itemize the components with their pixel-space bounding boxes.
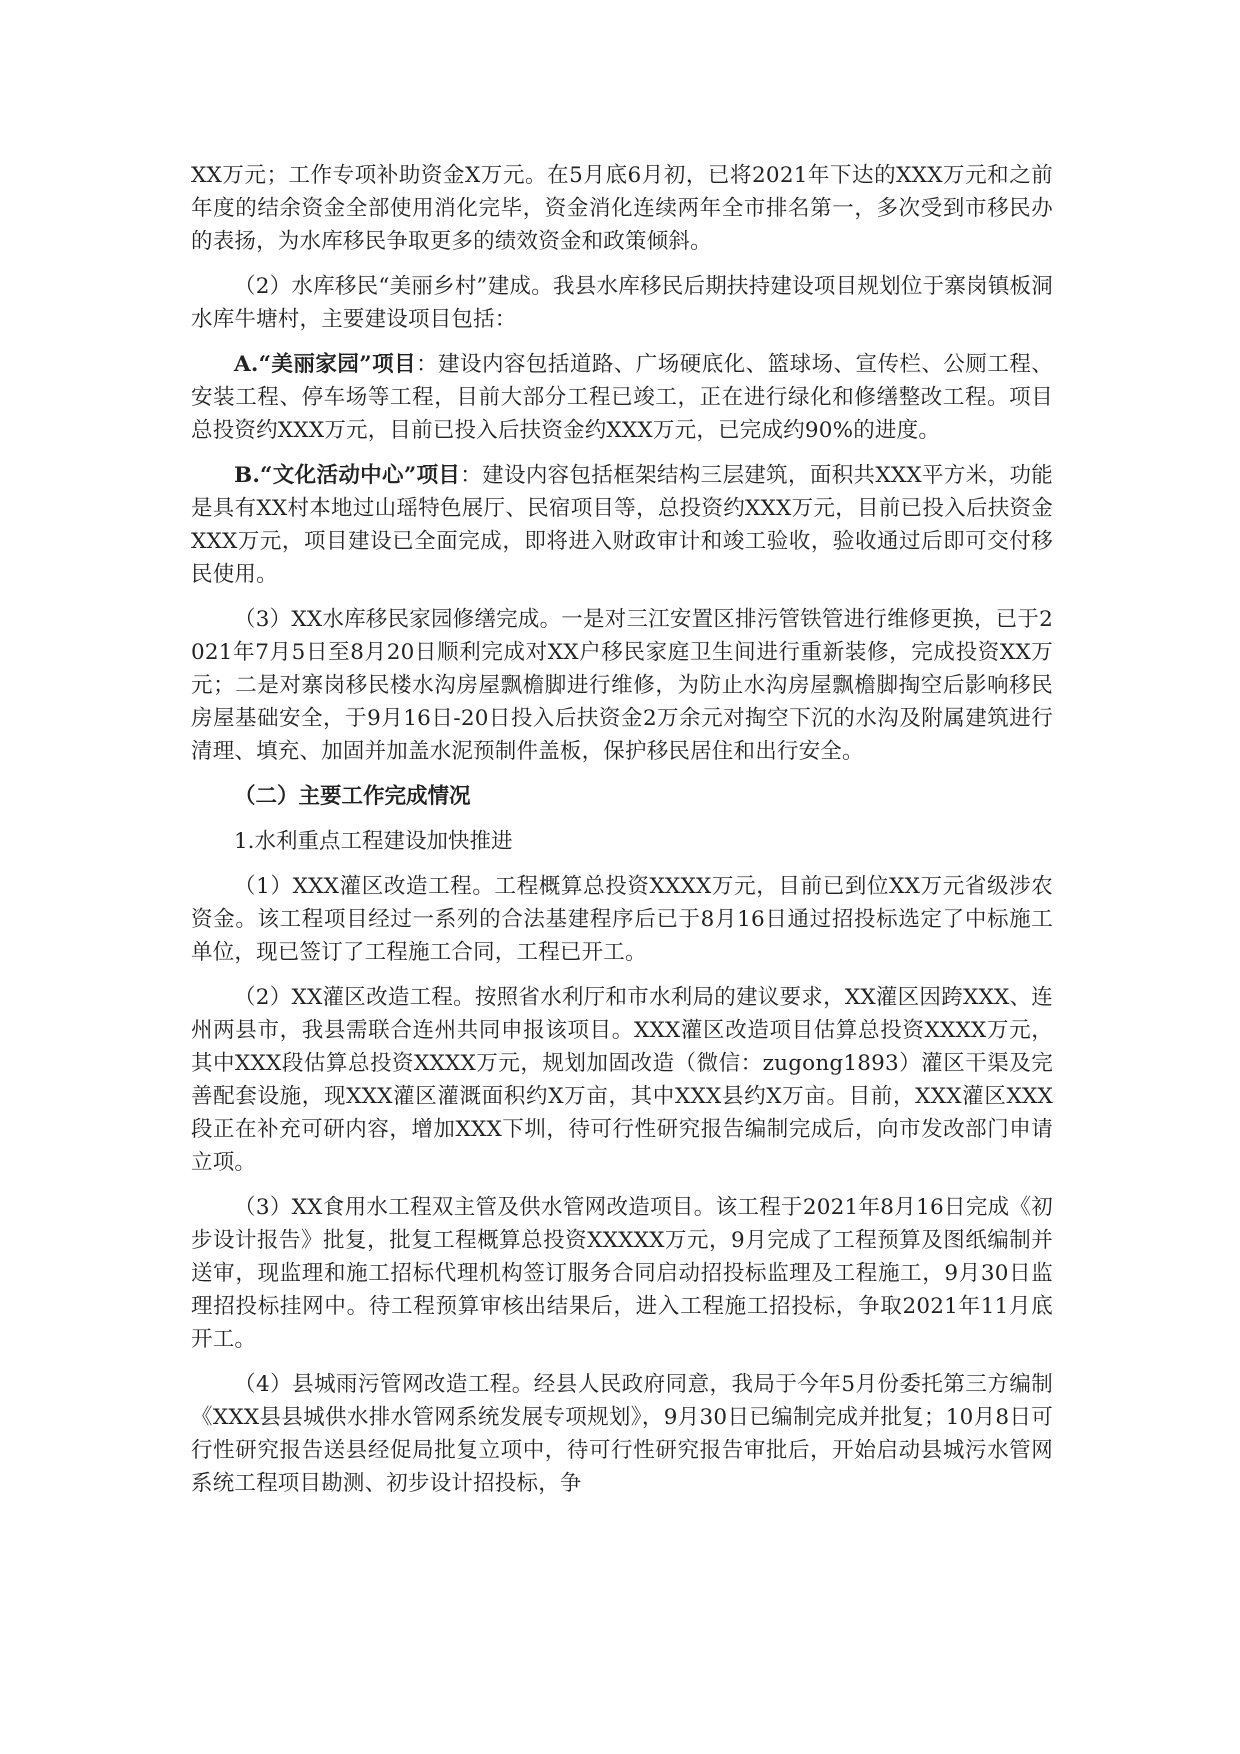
section-heading-main-work: （二）主要工作完成情况	[234, 784, 471, 809]
item-body-culture-center: ：建设内容包括框架结构三层建筑，面积共XXX平方米，功能是具有XX村本地过山瑶特色展厅、民宿项目等，总投资约XXX万元，目前已投入后扶资金XXX万元，项目建设已全面完成，即将进入财政审计和竣工验收，验收通过后即可交付移民使用。	[191, 463, 1053, 587]
paragraph-beautiful-village: （2）水库移民“美丽乡村”建成。我县水库移民后期扶持建设项目规划位于寨岗镇板洞水库牛塘村，主要建设项目包括：	[191, 274, 1053, 332]
paragraph-sewer-network: （4）县城雨污管网改造工程。经县人民政府同意，我局于今年5月份委托第三方编制《XXX县县城供水排水管网系统发展专项规划》，9月30日已编制完成并批复；10月8日可行性研究报告送县经促局批复立项中，待可行性研究报告审批后，开始启动县城污水管网系统工程项目勘测、初步设计招投标，争	[191, 1372, 1053, 1496]
paragraph-irrigation-2: （2）XX灌区改造工程。按照省水利厅和市水利局的建议要求，XX灌区因跨XXX、连州两县市，我县需联合连州共同申报该项目。XXX灌区改造项目估算总投资XXXX万元，其中XXX段估算总投资XXXX万元，规划加固改造（微信：zugong1893）灌区干渠及完善配套设施，现XXX灌区灌溉面积约X万亩，其中XXX县约X万亩。目前，XXX灌区XXX段正在补充可研内容，增加XXX下圳，待可行性研究报告编制完成后，向市发改部门申请立项。	[191, 985, 1053, 1175]
subsection-heading-key-projects: 1.水利重点工程建设加快推进	[234, 829, 513, 854]
item-title-beautiful-home: A.“美丽家园”项目	[234, 352, 417, 377]
paragraph-fund-usage: XX万元；工作专项补助资金X万元。在5月底6月初，已将2021年下达的XXX万元和之前年度的结余资金全部使用消化完毕，资金消化连续两年全市排名第一，多次受到市移民办的表扬，为水库移民争取更多的绩效资金和政策倾斜。	[191, 163, 1053, 254]
item-body-beautiful-home: ：建设内容包括道路、广场硬底化、篮球场、宣传栏、公厕工程、安装工程、停车场等工程，目前大部分工程已竣工，正在进行绿化和修缮整改工程。项目总投资约XXX万元，目前已投入后扶资金约XXX万元，已完成约90%的进度。	[191, 352, 1053, 443]
document-page	[191, 159, 1053, 1512]
paragraph-water-supply: （3）XX食用水工程双主管及供水管网改造项目。该工程于2021年8月16日完成《初步设计报告》批复，批复工程概算总投资XXXXX万元，9月完成了工程预算及图纸编制并送审，现监理和施工招标代理机构签订服务合同启动招投标监理及工程施工，9月30日监理招投标挂网中。待工程预算审核出结果后，进入工程施工招投标，争取2021年11月底开工。	[191, 1195, 1053, 1352]
paragraph-irrigation-1: （1）XXX灌区改造工程。工程概算总投资XXXX万元，目前已到位XX万元省级涉农资金。该工程项目经过一系列的合法基建程序后已于8月16日通过招投标选定了中标施工单位，现已签订了工程施工合同，工程已开工。	[191, 874, 1053, 965]
item-title-culture-center: B.“文化活动中心”项目	[234, 463, 461, 488]
paragraph-beautiful-home-project	[191, 348, 1053, 447]
paragraph-home-repair: （3）XX水库移民家园修缮完成。一是对三江安置区排污管铁管进行维修更换，已于2021年7月5日至8月20日顺利完成对XX户移民家庭卫生间进行重新装修，完成投资XX万元；二是对寨岗移民楼水沟房屋飘檐脚进行维修，为防止水沟房屋飘檐脚掏空后影响移民房屋基础安全，于9月16日-20日投入后扶资金2万余元对掏空下沉的水沟及附属建筑进行清理、填充、加固并加盖水泥预制件盖板，保护移民居住和出行安全。	[191, 607, 1053, 764]
paragraph-culture-center-project	[191, 459, 1053, 591]
